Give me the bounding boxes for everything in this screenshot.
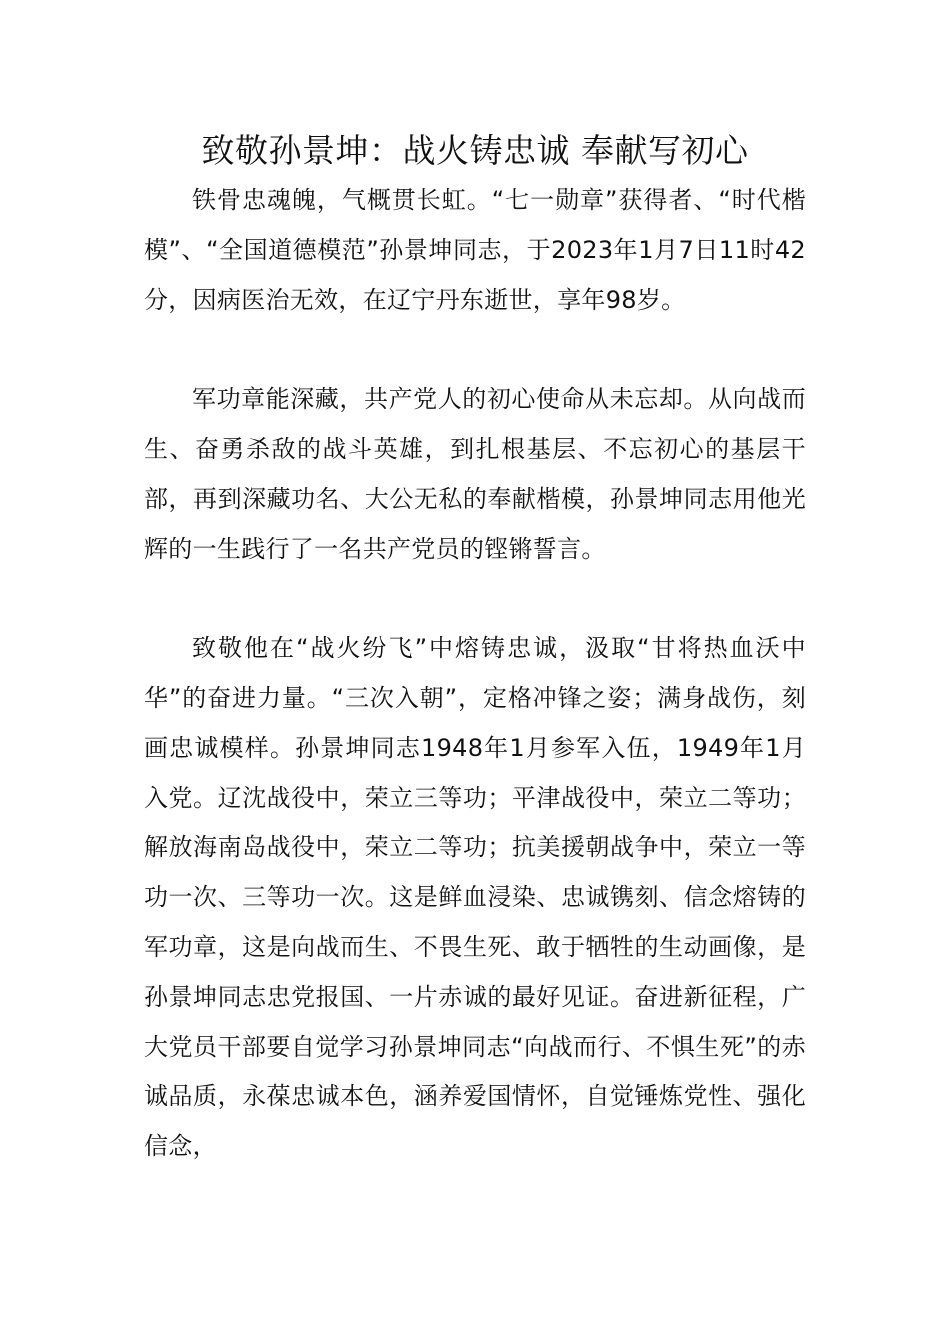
paragraph: 军功章能深藏，共产党人的初心使命从未忘却。从向战而生、奋勇杀敌的战斗英雄，到扎根基层、不忘初心的基层干部，再到深藏功名、大公无私的奉献楷模，孙景坤同志用他光辉的一生践行了一名共产党员的铿锵誓言。 bbox=[144, 385, 806, 563]
paragraph: 致敬他在“战火纷飞”中熔铸忠诚，汲取“甘将热血沃中华”的奋进力量。“三次入朝”，定格冲锋之姿；满身战伤，刻画忠诚模样。孙景坤同志1948年1月参军入伍，1949年1月入党。辽沈战役中，荣立三等功；平津战役中，荣立二等功；解放海南岛战役中，荣立二等功；抗美援朝战争中，荣立一等功一次、三等功一次。这是鲜血浸染、忠诚镌刻、信念熔铸的军功章，这是向战而生、不畏生死、敢于牺牲的生动画像，是孙景坤同志忠党报国、一片赤诚的最好见证。奋进新征程，广大党员干部要自觉学习孙景坤同志“向战而行、不惧生死”的赤诚品质，永葆忠诚本色，涵养爱国情怀，自觉锤炼党性、强化信念， bbox=[144, 634, 806, 1161]
document-body bbox=[144, 176, 806, 1172]
document-title: 致敬孙景坤：战火铸忠诚 奉献写初心 bbox=[201, 131, 749, 170]
paragraph: 铁骨忠魂魄，气概贯长虹。“七一勋章”获得者、“时代楷模”、“全国道德模范”孙景坤同志，于2023年1月7日11时42分，因病医治无效，在辽宁丹东逝世，享年98岁。 bbox=[144, 186, 806, 314]
